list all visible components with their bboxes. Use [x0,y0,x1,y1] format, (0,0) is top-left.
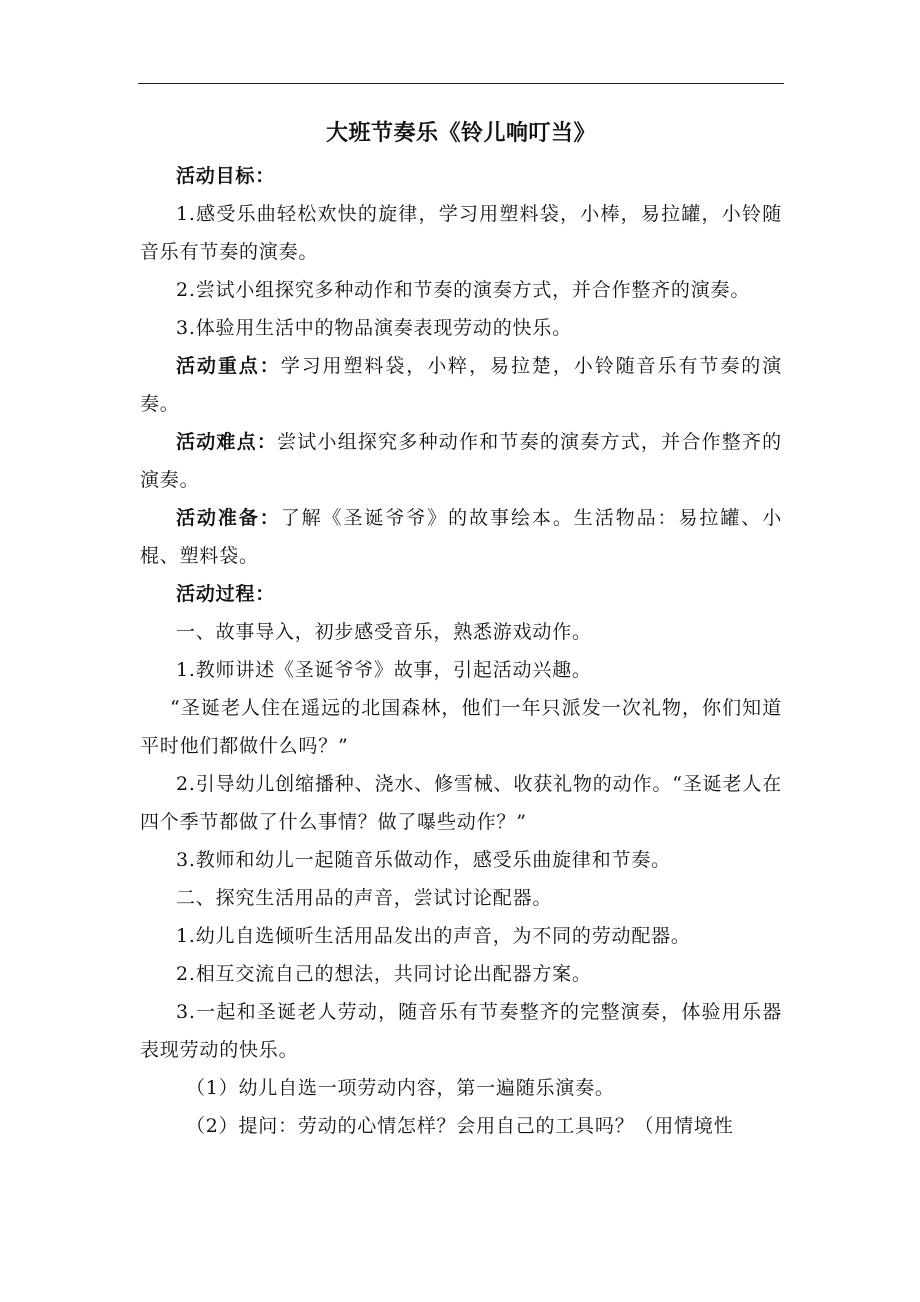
process-paragraph: 3.教师和幼儿一起随音乐做动作，感受乐曲旋律和节奏。 [176,849,671,871]
goal-item-1: 1.感受乐曲轻松欢快的旋律，学习用塑料袋，小棒，易拉罐，小铃随音乐有节奏的演奏。 [140,203,782,263]
process-paragraph: 1.教师讲述《圣诞爷爷》故事，引起活动兴趣。 [176,659,592,681]
process-paragraph: 2.相互交流自己的想法，共同讨论出配器方案。 [176,963,592,985]
key-point-text: 学习用塑料袋，小粹，易拉楚，小铃随音乐有节奏的演奏。 [140,355,782,415]
preparation-paragraph [140,499,782,575]
process-paragraph: 1.幼儿自选倾听生活用品发出的声音，为不同的劳动配器。 [176,925,691,947]
difficulty-label: 活动难点： [176,431,278,453]
process-paragraph: 一、故事导入，初步感受音乐，熟悉游戏动作。 [176,621,592,643]
process-paragraph: 2.引导幼儿创缩播种、浇水、修雪械、收获礼物的动作。“圣诞老人在四个季节都做了什么事情？做了嚗些动作？” [140,773,782,833]
preparation-text: 了解《圣诞爷爷》的故事绘本。生活物品：易拉罐、小棍、塑料袋。 [140,507,782,567]
process-heading [140,575,782,613]
document-body [140,113,782,1145]
goal-item-3: 3.体验用生活中的物品演奏表现劳动的快乐。 [176,317,572,339]
goals-label: 活动目标： [176,165,276,187]
process-paragraph: “圣诞老人住在遥远的北国森林，他们一年只派发一次礼物，你们知道平时他们都做什么吗？” [140,697,782,757]
process-paragraph: 3.一起和圣诞老人劳动，随音乐有节奏整齐的完整演奏，体验用乐器表现劳动的快乐。 [140,1001,782,1061]
process-paragraph: （1）幼儿自选一项劳动内容，第一遍随乐演奏。 [186,1077,615,1099]
difficulty-paragraph [140,423,782,499]
difficulty-text: 尝试小组探究多种动作和节奏的演奏方式，并合作整齐的演奏。 [140,431,782,491]
key-point-paragraph [140,347,782,423]
preparation-label: 活动准备： [176,507,281,529]
goal-item-2: 2.尝试小组探究多种动作和节奏的演奏方式，并合作整齐的演奏。 [176,279,751,301]
process-paragraph: （2）提问：劳动的心情怎样？会用自己的工具吗？（用情境性 [186,1115,734,1137]
process-paragraph: 二、探究生活用品的声音，尝试讨论配器。 [176,887,553,909]
process-label: 活动过程： [176,583,276,605]
goals-heading [140,157,782,195]
header-rule [138,83,784,84]
key-point-label: 活动重点： [176,355,281,377]
document-title: 大班节奏乐《铃儿响叮当》 [325,121,596,146]
